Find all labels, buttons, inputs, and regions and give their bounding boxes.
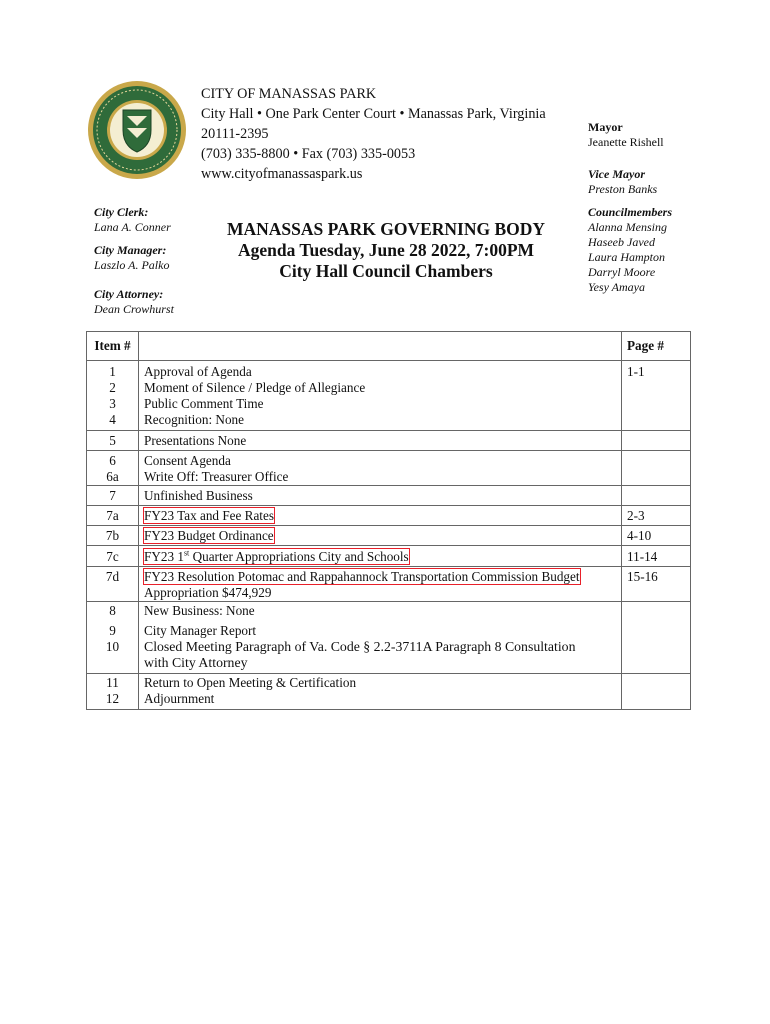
item-desc-highlighted — [144, 549, 409, 564]
table-row — [87, 486, 691, 506]
page-ref: 4-10 — [622, 526, 691, 546]
page-cell — [622, 361, 691, 431]
col-desc-header — [139, 332, 622, 361]
item-desc: City Manager Report — [144, 623, 257, 638]
item-number: 7c — [87, 546, 139, 567]
item-desc: Consent Agenda — [144, 453, 231, 468]
page-cell — [622, 451, 691, 486]
item-desc-cell — [139, 567, 622, 602]
vice-mayor-name: Preston Banks — [588, 182, 658, 196]
item-number: 2 — [109, 380, 116, 395]
item-number: 7a — [87, 506, 139, 526]
item-desc-highlighted: FY23 Resolution Potomac and Rappahannock Transportation Commission Budget — [144, 569, 580, 584]
item-desc-cell — [139, 674, 622, 710]
table-row — [87, 546, 691, 567]
website: www.cityofmanassaspark.us — [201, 166, 363, 182]
table-row — [87, 602, 691, 674]
col-item-header: Item # — [87, 332, 139, 361]
item-desc: New Business: None — [144, 603, 255, 618]
table-row — [87, 526, 691, 546]
item-desc-cell — [139, 361, 622, 431]
col-page-header: Page # — [622, 332, 691, 361]
table-row — [87, 361, 691, 431]
item-number: 11 — [106, 675, 119, 690]
item-number: 1 — [109, 364, 116, 379]
item-desc-cell — [139, 506, 622, 526]
attorney-label: City Attorney: — [94, 287, 164, 301]
page-ref: 15-16 — [622, 567, 691, 602]
page-ref: 11-14 — [622, 546, 691, 567]
item-desc-cell — [139, 451, 622, 486]
item-desc-cell — [139, 602, 622, 674]
council-block — [588, 205, 672, 295]
city-name: CITY OF MANASSAS PARK — [201, 86, 377, 102]
council-member: Alanna Mensing — [588, 220, 667, 234]
manager-block — [94, 243, 169, 273]
clerk-name: Lana A. Conner — [94, 220, 171, 234]
vice-mayor-block — [588, 167, 657, 197]
attorney-block — [94, 287, 174, 317]
item-number: 3 — [109, 396, 116, 411]
council-member: Darryl Moore — [588, 265, 656, 279]
item-desc: with City Attorney — [144, 655, 248, 670]
item-number: 6a — [106, 469, 119, 484]
mayor-block — [588, 120, 664, 150]
item-desc-cell — [139, 526, 622, 546]
item-number: 5 — [87, 431, 139, 451]
item-number-cell — [87, 361, 139, 431]
manager-label: City Manager: — [94, 243, 167, 257]
city-header — [201, 84, 546, 184]
item-number: 9 — [109, 623, 116, 638]
item-number: 6 — [109, 453, 116, 468]
council-member: Laura Hampton — [588, 250, 666, 264]
item-desc: Write Off: Treasurer Office — [144, 469, 289, 484]
item-number: 12 — [105, 691, 120, 706]
item-desc-highlighted: FY23 Budget Ordinance — [144, 528, 274, 543]
attorney-name: Dean Crowhurst — [94, 302, 174, 316]
item-desc: Closed Meeting Paragraph of Va. Code § 2.2-3711A Paragraph 8 Consultation — [144, 639, 576, 654]
page-ref — [622, 431, 691, 451]
table-row — [87, 451, 691, 486]
title-line3: City Hall Council Chambers — [279, 261, 493, 281]
item-desc-part: Quarter Appropriations City and Schools — [189, 549, 409, 564]
address-line1: City Hall • One Park Center Court • Manassas Park, Virginia — [201, 106, 546, 122]
item-desc: Presentations None — [139, 431, 622, 451]
ordinal-suffix: st — [183, 548, 190, 558]
title-line2: Agenda Tuesday, June 28 2022, 7:00PM — [237, 240, 535, 260]
item-number: 8 — [109, 603, 116, 618]
phone-fax: (703) 335-8800 • Fax (703) 335-0053 — [201, 146, 416, 162]
vice-mayor-label: Vice Mayor — [588, 167, 645, 181]
agenda-title — [200, 219, 572, 282]
item-desc: Appropriation $474,929 — [144, 585, 272, 600]
item-desc: Recognition: None — [144, 412, 244, 427]
clerk-label: City Clerk: — [94, 205, 149, 219]
table-row — [87, 431, 691, 451]
agenda-table — [86, 331, 691, 710]
item-desc-highlighted: FY23 Tax and Fee Rates — [144, 508, 274, 523]
page-ref — [622, 486, 691, 506]
page-ref: 2-3 — [622, 506, 691, 526]
city-seal-logo — [87, 80, 187, 180]
page-cell — [622, 674, 691, 710]
item-number: 7 — [87, 486, 139, 506]
item-desc-part: FY23 1 — [144, 549, 184, 564]
item-number-cell — [87, 451, 139, 486]
item-desc-cell — [139, 546, 622, 567]
table-row — [87, 567, 691, 602]
item-desc: Adjournment — [144, 691, 215, 706]
item-number: 10 — [105, 639, 120, 654]
item-desc: Return to Open Meeting & Certification — [144, 675, 357, 690]
item-number: 7d — [87, 567, 139, 602]
item-desc: Moment of Silence / Pledge of Allegiance — [144, 380, 366, 395]
page-cell — [622, 602, 691, 674]
item-number: 4 — [109, 412, 116, 427]
page-ref: 1-1 — [627, 364, 645, 379]
title-line1: MANASSAS PARK GOVERNING BODY — [226, 219, 546, 239]
table-row — [87, 506, 691, 526]
council-member: Haseeb Javed — [588, 235, 655, 249]
clerk-block — [94, 205, 171, 235]
item-desc: Approval of Agenda — [144, 364, 252, 379]
item-desc: Unfinished Business — [139, 486, 622, 506]
table-header-row — [87, 332, 691, 361]
mayor-name: Jeanette Rishell — [588, 135, 664, 149]
item-number: 7b — [87, 526, 139, 546]
mayor-label: Mayor — [588, 120, 623, 134]
item-number-cell — [87, 602, 139, 674]
council-member: Yesy Amaya — [588, 280, 645, 294]
item-number-cell — [87, 674, 139, 710]
item-desc: Public Comment Time — [144, 396, 264, 411]
manager-name: Laszlo A. Palko — [94, 258, 170, 272]
address-line2: 20111-2395 — [201, 126, 269, 142]
table-row — [87, 674, 691, 710]
council-label: Councilmembers — [588, 205, 673, 219]
